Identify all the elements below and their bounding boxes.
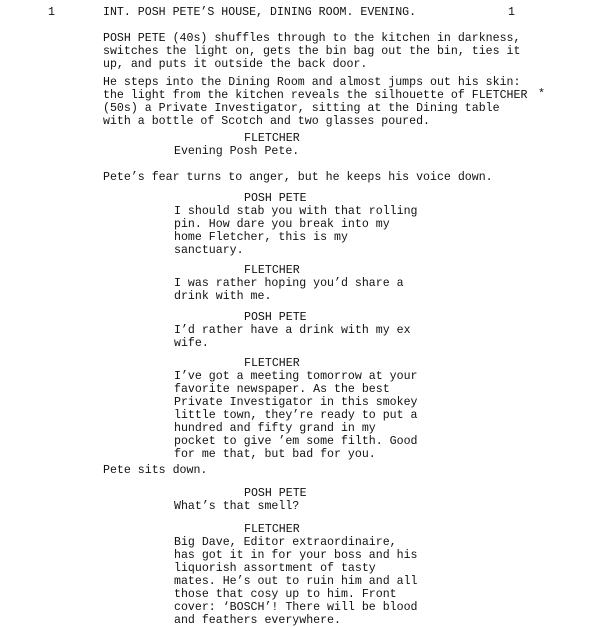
scene-number-left: 1 <box>48 6 55 19</box>
dialogue: Evening Posh Pete. <box>174 145 300 158</box>
revision-mark: * <box>538 88 545 101</box>
dialogue: I should stab you with that rolling pin. How dare you break into my home Fletcher, this is my sanctuary. <box>174 205 418 257</box>
action-block: POSH PETE (40s) shuffles through to the kitchen in darkness, switches the light on, gets the bin bag out the bin, ties it up, and puts it outside the back door. <box>103 32 521 71</box>
character-name: POSH PETE <box>244 311 307 324</box>
character-name: FLETCHER <box>244 264 300 277</box>
dialogue: I was rather hoping you’d share a drink with me. <box>174 277 404 303</box>
action-block: He steps into the Dining Room and almost jumps out his skin: the light from the kitchen reveals the silhouette of FLETCHER (50s) a Private Investigator, sitting at the Dining table with a bottle of Scotch and two glasses poured. <box>103 76 528 128</box>
character-name: POSH PETE <box>244 487 307 500</box>
character-name: FLETCHER <box>244 523 300 536</box>
character-name: FLETCHER <box>244 132 300 145</box>
dialogue: Big Dave, Editor extraordinaire, has got it in for your boss and his liquorish assortment of tasty mates. He’s out to ruin him and all those that cosy up to him. Front cover: ‘BOSCH’! There will be blood and feathers everywhere. <box>174 536 418 627</box>
scene-number-right: 1 <box>508 6 515 19</box>
action-block: Pete’s fear turns to anger, but he keeps his voice down. <box>103 171 493 184</box>
dialogue: What’s that smell? <box>174 500 300 513</box>
character-name: POSH PETE <box>244 192 307 205</box>
dialogue: I’d rather have a drink with my ex wife. <box>174 324 411 350</box>
action-block: Pete sits down. <box>103 464 208 477</box>
dialogue: I’ve got a meeting tomorrow at your favorite newspaper. As the best Private Investigator in this smokey little town, they’re ready to put a hundred and fifty grand in my pocket to give ’em some filth. Good for me that, but bad for you. <box>174 370 418 461</box>
character-name: FLETCHER <box>244 357 300 370</box>
scene-heading: INT. POSH PETE’S HOUSE, DINING ROOM. EVENING. <box>103 6 417 19</box>
